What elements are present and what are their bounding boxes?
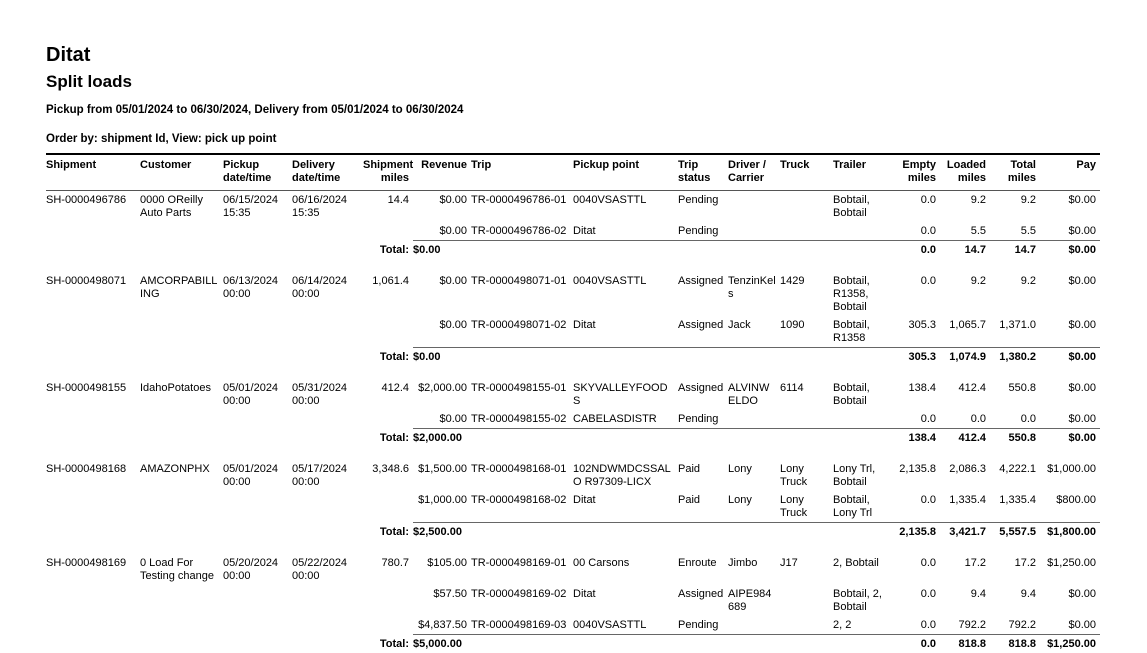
total-spacer: [46, 241, 363, 260]
column-header-loaded: Loaded miles: [940, 154, 990, 191]
cell-shipment: [46, 410, 140, 429]
trip-row: [46, 379, 1100, 410]
cell-driver: Lony: [728, 491, 780, 523]
cell-customer: [140, 616, 223, 635]
total-row: [46, 241, 1100, 260]
cell-customer: [140, 222, 223, 241]
cell-empty: 0.0: [898, 410, 940, 429]
split-loads-table: [46, 153, 1100, 653]
cell-empty: 138.4: [898, 379, 940, 410]
cell-trailer: Bobtail, Lony Trl: [833, 491, 898, 523]
cell-loaded: 9.2: [940, 191, 990, 223]
cell-customer: AMAZONPHX: [140, 460, 223, 491]
trip-row: [46, 585, 1100, 616]
trip-row: [46, 460, 1100, 491]
trip-row: [46, 410, 1100, 429]
cell-trailer: Bobtail, R1358: [833, 316, 898, 348]
cell-status: Enroute: [678, 554, 728, 585]
report-title: Ditat: [46, 44, 1100, 67]
column-header-trip: Trip: [471, 154, 573, 191]
cell-empty: 0.0: [898, 585, 940, 616]
cell-pickup: 05/20/2024 00:00: [223, 554, 292, 585]
cell-truck: Lony Truck: [780, 460, 833, 491]
cell-shipment_miles: [363, 491, 413, 523]
total-total-miles: 550.8: [990, 429, 1040, 448]
cell-truck: J17: [780, 554, 833, 585]
cell-status: Assigned: [678, 585, 728, 616]
cell-truck: Lony Truck: [780, 491, 833, 523]
cell-delivery: [292, 585, 363, 616]
cell-revenue: $0.00: [413, 191, 471, 223]
cell-customer: [140, 585, 223, 616]
cell-revenue: $0.00: [413, 316, 471, 348]
table-header-row: [46, 154, 1100, 191]
total-label: Total:: [363, 348, 413, 367]
cell-loaded: 412.4: [940, 379, 990, 410]
cell-driver: AIPE984689: [728, 585, 780, 616]
cell-total: 9.2: [990, 272, 1040, 316]
cell-shipment_miles: 780.7: [363, 554, 413, 585]
cell-pickup: 05/01/2024 00:00: [223, 379, 292, 410]
total-revenue: $2,500.00: [413, 523, 573, 542]
trip-row: [46, 616, 1100, 635]
cell-delivery: 06/16/2024 15:35: [292, 191, 363, 223]
cell-shipment_miles: [363, 585, 413, 616]
report-order-by: Order by: shipment Id, View: pick up point: [46, 133, 1100, 145]
cell-pickup_point: SKYVALLEYFOODS: [573, 379, 678, 410]
cell-loaded: 5.5: [940, 222, 990, 241]
column-header-delivery: Delivery date/time: [292, 154, 363, 191]
column-header-truck: Truck: [780, 154, 833, 191]
column-header-pickup: Pickup date/time: [223, 154, 292, 191]
total-empty-miles: 0.0: [898, 241, 940, 260]
total-empty-miles: 138.4: [898, 429, 940, 448]
cell-truck: [780, 191, 833, 223]
total-total-miles: 818.8: [990, 635, 1040, 653]
total-spacer: [46, 635, 363, 653]
cell-trailer: Bobtail, R1358, Bobtail: [833, 272, 898, 316]
cell-shipment_miles: [363, 222, 413, 241]
cell-status: Pending: [678, 410, 728, 429]
cell-status: Assigned: [678, 316, 728, 348]
cell-shipment: [46, 316, 140, 348]
cell-shipment: SH-0000496786: [46, 191, 140, 223]
total-total-miles: 1,380.2: [990, 348, 1040, 367]
trip-row: [46, 554, 1100, 585]
total-pay: $0.00: [1040, 241, 1100, 260]
trip-row: [46, 491, 1100, 523]
total-mid-spacer: [573, 635, 898, 653]
cell-delivery: [292, 316, 363, 348]
total-mid-spacer: [573, 523, 898, 542]
column-header-pay: Pay: [1040, 154, 1100, 191]
cell-shipment_miles: 3,348.6: [363, 460, 413, 491]
cell-loaded: 1,335.4: [940, 491, 990, 523]
cell-customer: 0 Load For Testing change: [140, 554, 223, 585]
cell-pickup: [223, 222, 292, 241]
cell-pickup_point: 0040VSASTTL: [573, 191, 678, 223]
cell-status: Paid: [678, 491, 728, 523]
cell-pay: $0.00: [1040, 316, 1100, 348]
cell-status: Pending: [678, 191, 728, 223]
cell-total: 9.4: [990, 585, 1040, 616]
table-header: [46, 154, 1100, 191]
trip-row: [46, 222, 1100, 241]
cell-pay: $0.00: [1040, 272, 1100, 316]
total-label: Total:: [363, 241, 413, 260]
total-revenue: $0.00: [413, 241, 573, 260]
cell-pay: $0.00: [1040, 222, 1100, 241]
total-row: [46, 523, 1100, 542]
report-date-range: Pickup from 05/01/2024 to 06/30/2024, Delivery from 05/01/2024 to 06/30/2024: [46, 104, 1100, 116]
group-spacer-cell: [46, 541, 1100, 554]
cell-pay: $1,000.00: [1040, 460, 1100, 491]
total-row: [46, 429, 1100, 448]
table-body: [46, 191, 1100, 653]
cell-pay: $0.00: [1040, 410, 1100, 429]
group-spacer-cell: [46, 447, 1100, 460]
cell-status: Paid: [678, 460, 728, 491]
total-pay: $0.00: [1040, 429, 1100, 448]
total-label: Total:: [363, 523, 413, 542]
cell-revenue: $0.00: [413, 410, 471, 429]
cell-truck: [780, 616, 833, 635]
cell-truck: 6114: [780, 379, 833, 410]
cell-delivery: [292, 616, 363, 635]
cell-driver: Jack: [728, 316, 780, 348]
cell-trailer: [833, 410, 898, 429]
cell-total: 17.2: [990, 554, 1040, 585]
cell-loaded: 9.4: [940, 585, 990, 616]
cell-customer: AMCORPABILLING: [140, 272, 223, 316]
cell-delivery: 06/14/2024 00:00: [292, 272, 363, 316]
cell-revenue: $105.00: [413, 554, 471, 585]
cell-driver: ALVINWELDO: [728, 379, 780, 410]
cell-trip: TR-0000498155-01: [471, 379, 573, 410]
trip-row: [46, 191, 1100, 223]
group-spacer: [46, 366, 1100, 379]
cell-driver: TenzinKels: [728, 272, 780, 316]
cell-pickup: 06/13/2024 00:00: [223, 272, 292, 316]
cell-trailer: Bobtail, Bobtail: [833, 379, 898, 410]
total-pay: $1,800.00: [1040, 523, 1100, 542]
group-spacer-cell: [46, 366, 1100, 379]
cell-revenue: $0.00: [413, 222, 471, 241]
total-revenue: $2,000.00: [413, 429, 573, 448]
cell-pickup: [223, 491, 292, 523]
cell-empty: 0.0: [898, 491, 940, 523]
cell-revenue: $1,000.00: [413, 491, 471, 523]
cell-empty: 0.0: [898, 191, 940, 223]
cell-trip: TR-0000498071-02: [471, 316, 573, 348]
cell-empty: 0.0: [898, 616, 940, 635]
cell-trailer: Bobtail, 2, Bobtail: [833, 585, 898, 616]
cell-shipment: SH-0000498155: [46, 379, 140, 410]
total-spacer: [46, 348, 363, 367]
cell-shipment_miles: 412.4: [363, 379, 413, 410]
cell-delivery: 05/31/2024 00:00: [292, 379, 363, 410]
cell-driver: Jimbo: [728, 554, 780, 585]
total-loaded-miles: 14.7: [940, 241, 990, 260]
column-header-shipment_miles: Shipment miles: [363, 154, 413, 191]
cell-revenue: $0.00: [413, 272, 471, 316]
cell-shipment_miles: 1,061.4: [363, 272, 413, 316]
cell-pay: $0.00: [1040, 191, 1100, 223]
cell-revenue: $57.50: [413, 585, 471, 616]
cell-customer: 0000 OReilly Auto Parts: [140, 191, 223, 223]
total-empty-miles: 0.0: [898, 635, 940, 653]
cell-total: 4,222.1: [990, 460, 1040, 491]
column-header-status: Trip status: [678, 154, 728, 191]
cell-status: Pending: [678, 616, 728, 635]
cell-driver: [728, 616, 780, 635]
total-row: [46, 635, 1100, 653]
cell-total: 0.0: [990, 410, 1040, 429]
cell-empty: 0.0: [898, 554, 940, 585]
total-spacer: [46, 523, 363, 542]
total-pay: $1,250.00: [1040, 635, 1100, 653]
cell-shipment: [46, 222, 140, 241]
column-header-total: Total miles: [990, 154, 1040, 191]
cell-total: 792.2: [990, 616, 1040, 635]
cell-driver: [728, 410, 780, 429]
total-revenue: $0.00: [413, 348, 573, 367]
cell-loaded: 9.2: [940, 272, 990, 316]
cell-pickup_point: Ditat: [573, 491, 678, 523]
cell-truck: 1429: [780, 272, 833, 316]
cell-total: 550.8: [990, 379, 1040, 410]
cell-customer: IdahoPotatoes: [140, 379, 223, 410]
cell-total: 1,371.0: [990, 316, 1040, 348]
cell-trip: TR-0000498169-02: [471, 585, 573, 616]
cell-pickup_point: Ditat: [573, 585, 678, 616]
cell-pay: $0.00: [1040, 616, 1100, 635]
column-header-trailer: Trailer: [833, 154, 898, 191]
cell-pickup: [223, 585, 292, 616]
cell-trailer: 2, Bobtail: [833, 554, 898, 585]
cell-loaded: 17.2: [940, 554, 990, 585]
column-header-driver: Driver / Carrier: [728, 154, 780, 191]
group-spacer-cell: [46, 259, 1100, 272]
cell-pickup_point: 0040VSASTTL: [573, 272, 678, 316]
cell-trip: TR-0000498155-02: [471, 410, 573, 429]
total-loaded-miles: 3,421.7: [940, 523, 990, 542]
cell-pickup_point: Ditat: [573, 316, 678, 348]
total-label: Total:: [363, 635, 413, 653]
cell-pickup_point: CABELASDISTR: [573, 410, 678, 429]
cell-trailer: Bobtail, Bobtail: [833, 191, 898, 223]
cell-driver: [728, 222, 780, 241]
cell-loaded: 792.2: [940, 616, 990, 635]
cell-delivery: [292, 410, 363, 429]
cell-shipment_miles: 14.4: [363, 191, 413, 223]
total-label: Total:: [363, 429, 413, 448]
total-total-miles: 14.7: [990, 241, 1040, 260]
cell-revenue: $2,000.00: [413, 379, 471, 410]
cell-trailer: [833, 222, 898, 241]
cell-trip: TR-0000498071-01: [471, 272, 573, 316]
cell-delivery: 05/22/2024 00:00: [292, 554, 363, 585]
cell-loaded: 2,086.3: [940, 460, 990, 491]
cell-pay: $800.00: [1040, 491, 1100, 523]
total-mid-spacer: [573, 429, 898, 448]
cell-revenue: $4,837.50: [413, 616, 471, 635]
cell-truck: [780, 410, 833, 429]
trip-row: [46, 316, 1100, 348]
cell-trip: TR-0000498169-03: [471, 616, 573, 635]
report-subtitle: Split loads: [46, 72, 1100, 92]
cell-pickup: [223, 410, 292, 429]
cell-pickup_point: 0040VSASTTL: [573, 616, 678, 635]
total-loaded-miles: 1,074.9: [940, 348, 990, 367]
cell-customer: [140, 316, 223, 348]
cell-empty: 2,135.8: [898, 460, 940, 491]
group-spacer: [46, 447, 1100, 460]
cell-pickup: [223, 316, 292, 348]
cell-trip: TR-0000496786-01: [471, 191, 573, 223]
cell-loaded: 0.0: [940, 410, 990, 429]
cell-truck: [780, 585, 833, 616]
total-mid-spacer: [573, 241, 898, 260]
cell-shipment: [46, 491, 140, 523]
cell-pickup_point: Ditat: [573, 222, 678, 241]
cell-revenue: $1,500.00: [413, 460, 471, 491]
group-spacer: [46, 541, 1100, 554]
cell-shipment_miles: [363, 410, 413, 429]
cell-pickup: [223, 616, 292, 635]
group-spacer: [46, 259, 1100, 272]
cell-loaded: 1,065.7: [940, 316, 990, 348]
cell-pickup: 06/15/2024 15:35: [223, 191, 292, 223]
column-header-revenue: Revenue: [413, 154, 471, 191]
total-pay: $0.00: [1040, 348, 1100, 367]
cell-empty: 0.0: [898, 222, 940, 241]
cell-customer: [140, 491, 223, 523]
cell-shipment: [46, 585, 140, 616]
cell-trip: TR-0000498169-01: [471, 554, 573, 585]
total-total-miles: 5,557.5: [990, 523, 1040, 542]
total-empty-miles: 2,135.8: [898, 523, 940, 542]
cell-shipment: SH-0000498071: [46, 272, 140, 316]
total-empty-miles: 305.3: [898, 348, 940, 367]
total-revenue: $5,000.00: [413, 635, 573, 653]
cell-trip: TR-0000496786-02: [471, 222, 573, 241]
column-header-empty: Empty miles: [898, 154, 940, 191]
cell-shipment_miles: [363, 316, 413, 348]
cell-status: Assigned: [678, 272, 728, 316]
cell-pickup_point: 102NDWMDCSSALO R97309-LICX: [573, 460, 678, 491]
cell-empty: 0.0: [898, 272, 940, 316]
total-spacer: [46, 429, 363, 448]
cell-shipment_miles: [363, 616, 413, 635]
cell-shipment: SH-0000498168: [46, 460, 140, 491]
cell-pay: $1,250.00: [1040, 554, 1100, 585]
cell-total: 9.2: [990, 191, 1040, 223]
cell-delivery: 05/17/2024 00:00: [292, 460, 363, 491]
column-header-shipment: Shipment: [46, 154, 140, 191]
cell-driver: Lony: [728, 460, 780, 491]
cell-delivery: [292, 491, 363, 523]
cell-empty: 305.3: [898, 316, 940, 348]
cell-pickup: 05/01/2024 00:00: [223, 460, 292, 491]
cell-trailer: Lony Trl, Bobtail: [833, 460, 898, 491]
trip-row: [46, 272, 1100, 316]
cell-status: Pending: [678, 222, 728, 241]
column-header-pickup_point: Pickup point: [573, 154, 678, 191]
cell-delivery: [292, 222, 363, 241]
cell-total: 1,335.4: [990, 491, 1040, 523]
column-header-customer: Customer: [140, 154, 223, 191]
total-mid-spacer: [573, 348, 898, 367]
cell-pay: $0.00: [1040, 379, 1100, 410]
cell-trip: TR-0000498168-01: [471, 460, 573, 491]
cell-trailer: 2, 2: [833, 616, 898, 635]
total-row: [46, 348, 1100, 367]
cell-driver: [728, 191, 780, 223]
total-loaded-miles: 412.4: [940, 429, 990, 448]
cell-pay: $0.00: [1040, 585, 1100, 616]
cell-status: Assigned: [678, 379, 728, 410]
cell-customer: [140, 410, 223, 429]
cell-shipment: [46, 616, 140, 635]
total-loaded-miles: 818.8: [940, 635, 990, 653]
cell-total: 5.5: [990, 222, 1040, 241]
cell-truck: [780, 222, 833, 241]
cell-shipment: SH-0000498169: [46, 554, 140, 585]
cell-truck: 1090: [780, 316, 833, 348]
cell-pickup_point: 00 Carsons: [573, 554, 678, 585]
cell-trip: TR-0000498168-02: [471, 491, 573, 523]
